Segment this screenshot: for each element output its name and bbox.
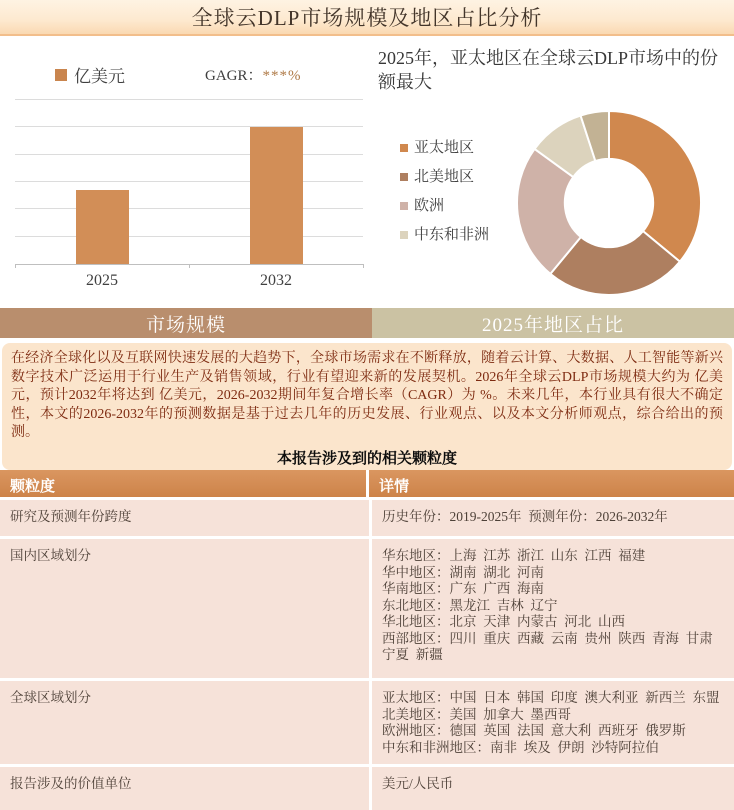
bar-chart-legend (55, 62, 125, 87)
gridline (15, 236, 363, 237)
table-row (0, 767, 734, 810)
gridline (15, 154, 363, 155)
page-title-bar (0, 0, 734, 36)
gridline (15, 99, 363, 100)
detail-line: 亚太地区：中国 日本 韩国 印度 澳大利亚 新西兰 东盟 (382, 690, 720, 705)
table-row (0, 500, 734, 536)
table-cell-detail (372, 500, 734, 536)
donut-chart-legend (400, 139, 490, 255)
gridline (15, 126, 363, 127)
gridline (15, 208, 363, 209)
banner-market-size: 市场规模 (0, 308, 372, 338)
table-cell-granularity: 报告涉及的价值单位 (0, 767, 369, 810)
detail-line: 华东地区：上海 江苏 浙江 山东 江西 福建 (382, 548, 646, 563)
legend-swatch-icon (400, 144, 408, 152)
legend-item (400, 226, 490, 245)
donut-chart (515, 109, 703, 297)
gridline (15, 181, 363, 182)
detail-line: 北美地区：美国 加拿大 墨西哥 (382, 706, 571, 722)
donut-slice-亚太地区 (609, 111, 701, 262)
table-cell-granularity: 研究及预测年份跨度 (0, 500, 369, 536)
detail-line: 欧洲地区：德国 英国 法国 意大利 西班牙 俄罗斯 (382, 723, 686, 738)
detail-line: 历史年份：2019-2025年 预测年份：2026-2032年 (382, 509, 668, 524)
detail-line: 美元/人民币 (382, 776, 454, 791)
legend-label: 中东和非洲 (414, 227, 490, 243)
table-row (0, 539, 734, 678)
table-cell-detail (372, 681, 734, 764)
legend-label: 北美地区 (414, 169, 475, 185)
legend-swatch-icon (400, 231, 408, 239)
cagr-prefix: GAGR： (205, 68, 263, 84)
donut-chart-title: 2025年，亚太地区在全球云DLP市场中的份额最大 (378, 48, 719, 92)
table-header-detail: 详情 (379, 478, 410, 495)
detail-line: 东北地区：黑龙江 吉林 辽宁 (382, 597, 558, 613)
x-axis-label: 2032 (260, 272, 292, 289)
page-title: 全球云DLP市场规模及地区占比分析 (191, 6, 543, 30)
legend-swatch-icon (400, 173, 408, 181)
detail-line: 华南地区：广东 广西 海南 (382, 581, 544, 596)
detail-line: 华中地区：湖南 湖北 河南 (382, 564, 544, 580)
x-axis-label: 2025 (86, 272, 118, 289)
table-header-row (0, 470, 734, 497)
legend-label: 亚太地区 (414, 140, 475, 156)
granularity-heading: 本报告涉及到的相关颗粒度 (276, 449, 457, 467)
legend-item (400, 168, 490, 187)
table-body (0, 500, 734, 810)
table-cell-detail (372, 539, 734, 678)
axis-tick (15, 264, 16, 268)
detail-line: 西部地区：四川 重庆 西藏 云南 贵州 陕西 青海 甘肃 宁夏 新疆 (382, 630, 717, 662)
table-cell-detail (372, 767, 734, 810)
detail-line: 中东和非洲地区：南非 埃及 伊朗 沙特阿拉伯 (382, 739, 659, 755)
section-banner (0, 308, 734, 338)
bar-chart-panel (0, 36, 370, 308)
donut-chart-panel (370, 36, 734, 308)
granularity-table (0, 470, 734, 810)
summary-paragraph: 在经济全球化以及互联网快速发展的大趋势下，全球市场需求在不断释放，随着云计算、大数据、人工智能等新兴数字技术广泛运用于行业生产及销售领域，行业有望迎来新的发展契机。2026年全球云DLP市场规模大约为 亿美元，预计2032年将达到 亿美元，2026-2032期间年复合增长率（CAGR）为 %。未来几年，本行业具有很大不确定性，本文的2026-2032年的预测数据是基于过去几年的历史发展、行业观点、以及本文分析师观点，综合给出的预测。 (11, 351, 723, 440)
legend-item (400, 139, 490, 158)
bar-2032 (250, 127, 303, 264)
axis-tick (189, 264, 190, 268)
legend-swatch-icon (55, 69, 67, 81)
summary-block (2, 343, 732, 470)
detail-line: 华北地区：北京 天津 内蒙古 河北 山西 (382, 614, 625, 629)
bar-2025 (76, 190, 129, 264)
table-cell-granularity: 国内区域划分 (0, 539, 369, 678)
legend-item (400, 197, 490, 216)
axis-tick (363, 264, 364, 268)
cagr-label (205, 64, 302, 85)
table-row (0, 681, 734, 764)
legend-unit-label: 亿美元 (74, 67, 125, 86)
legend-label: 欧洲 (414, 198, 445, 214)
table-cell-granularity: 全球区域划分 (0, 681, 369, 764)
bar-chart-plot (15, 100, 363, 289)
legend-swatch-icon (400, 202, 408, 210)
table-header-granularity: 颗粒度 (0, 470, 369, 497)
cagr-masked-value: ***% (262, 68, 302, 84)
banner-region-share: 2025年地区占比 (372, 308, 734, 338)
